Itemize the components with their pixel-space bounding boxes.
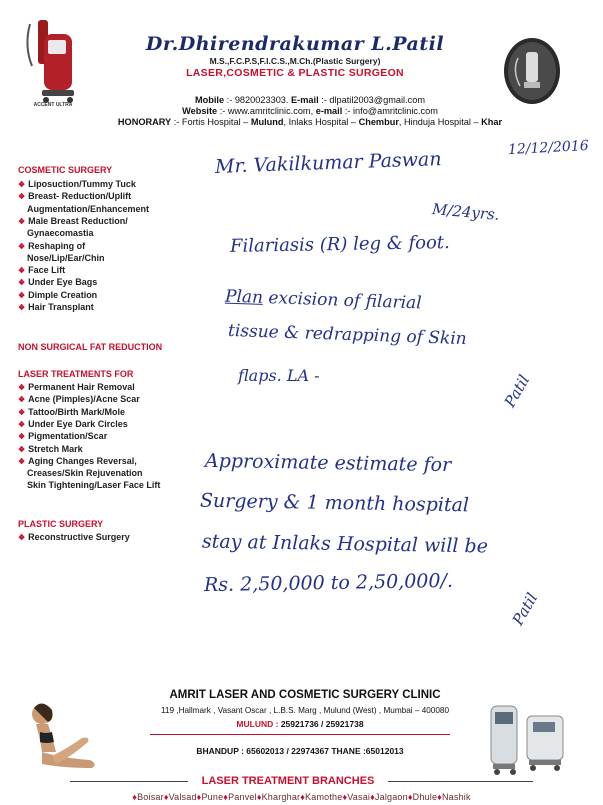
bullet-icon: ❖ (18, 180, 26, 189)
estimate-line-1: Approximate estimate for (204, 449, 452, 477)
bullet-icon: ❖ (18, 444, 26, 454)
estimate-line-3: stay at Inlaks Hospital will be (201, 530, 489, 558)
sidebar-list-item-label: Gynaecomastia (27, 228, 94, 239)
branches-rule-left (70, 781, 188, 782)
diagnosis: Filariasis (R) leg & foot. (229, 232, 450, 257)
bullet-icon: ❖ (18, 419, 26, 429)
email-label: E-mail (291, 95, 319, 105)
bullet-icon: ❖ (18, 278, 26, 288)
sidebar-list-item (18, 203, 149, 215)
sidebar-list-item (18, 301, 94, 314)
sidebar-list-item-label: Male Breast Reduction/ (28, 215, 128, 226)
website-value: :- www.amritclinic.com, (219, 106, 314, 116)
mulund-phone-numbers: 25921736 / 25921738 (280, 719, 364, 729)
sidebar-list-item-label: Under Eye Dark Circles (28, 418, 128, 429)
sidebar-list-item (18, 418, 128, 431)
bullet-icon: ❖ (18, 432, 26, 442)
honorary-text-2: , Inlaks Hospital – (283, 117, 357, 127)
mulund-phones (150, 719, 450, 729)
diamond-icon: ♦ (163, 792, 169, 802)
sidebar-list-item (18, 479, 160, 491)
contact-line-mobile (60, 95, 560, 105)
branch-name: Pune (201, 792, 224, 802)
honorary-mulund: Mulund (250, 117, 284, 127)
doctor-name: Dr.Dhirendrakumar L.Patil (145, 33, 445, 55)
bullet-icon: ❖ (18, 456, 26, 466)
contact-line-website (60, 106, 560, 116)
patient-name: Mr. Vakilkumar Paswan (214, 148, 442, 178)
sidebar-list-item (18, 240, 85, 253)
logo-caption: ACCENT ULTRA (33, 102, 73, 108)
sidebar-list-item-label: Creases/Skin Rejuvenation (27, 468, 143, 479)
bullet-icon: ❖ (18, 266, 26, 276)
mulund-label: MULUND : (236, 719, 279, 729)
bullet-icon: ❖ (18, 383, 26, 392)
signature-1: Patil (500, 371, 534, 411)
sidebar-list-item (18, 190, 131, 203)
sidebar-list-item-label: Augmentation/Enhancement (27, 203, 150, 214)
honorary-text-3: , Hinduja Hospital – (398, 117, 479, 127)
diamond-icon: ♦ (223, 792, 229, 802)
bullet-icon: ❖ (18, 216, 26, 226)
sidebar-list-item (18, 276, 97, 289)
footer-divider (150, 734, 450, 735)
sidebar-list-item (18, 252, 105, 264)
branches-list (0, 792, 603, 802)
branch-name: Dhule (412, 792, 438, 802)
branch-name: Boisar (137, 792, 164, 802)
plastic-surgery-heading: PLASTIC SURGERY (18, 519, 104, 529)
sidebar-list-item-label: Pigmentation/Scar (28, 431, 108, 442)
sidebar-list-item-label: Aging Changes Reversal, (28, 455, 137, 466)
model-photo (12, 698, 107, 790)
sidebar-list-item-label: Reshaping of (28, 240, 86, 251)
honorary-chembur: Chembur (358, 117, 399, 127)
sidebar-list-item (18, 227, 94, 239)
estimate-line-4: Rs. 2,50,000 to 2,50,000/. (203, 569, 454, 597)
contact-line-honorary (60, 117, 560, 127)
cosmetic-surgery-heading: COSMETIC SURGERY (18, 165, 113, 175)
sidebar-list-item-label: Stretch Mark (28, 443, 83, 454)
clinic-name: AMRIT LASER AND COSMETIC SURGERY CLINIC (169, 689, 441, 701)
branch-name: Valsad (168, 792, 197, 802)
bullet-icon: ❖ (18, 407, 26, 417)
sidebar-list-item-label: Dimple Creation (28, 289, 98, 300)
diamond-icon: ♦ (256, 792, 262, 802)
honorary-label: HONORARY (117, 117, 172, 127)
sidebar-list-item (18, 289, 97, 302)
diamond-icon: ♦ (342, 792, 348, 802)
honorary-khar: Khar (481, 117, 503, 127)
bullet-icon: ❖ (18, 192, 26, 202)
sidebar-list-item (18, 443, 83, 456)
sidebar-list-item-label: Under Eye Bags (28, 277, 98, 288)
sidebar-list-item-label: Nose/Lip/Ear/Chin (27, 252, 105, 263)
branch-name: Kharghar (261, 792, 301, 802)
bullet-icon: ❖ (18, 303, 26, 312)
email-value: :- dlpatil2003@gmail.com (321, 95, 425, 105)
branch-name: Nashik (441, 792, 471, 802)
website-label: Website (182, 106, 218, 116)
sidebar-list-item-label: Breast- Reduction/Uplift (28, 191, 132, 202)
branch-name: Vasai (347, 792, 371, 802)
branch-name: Kamothe (305, 792, 343, 802)
sidebar-list-item-label: Permanent Hair Removal (28, 382, 135, 392)
sidebar-list-item (18, 430, 107, 443)
bullet-icon: ❖ (18, 290, 26, 300)
sidebar-list-item (18, 381, 135, 394)
email2-value: :- info@amritclinic.com (344, 106, 438, 116)
sidebar-list-item-label: Liposuction/Tummy Tuck (28, 179, 136, 189)
sidebar-list-item-label: Tattoo/Birth Mark/Mole (28, 406, 126, 417)
diamond-icon: ♦ (132, 792, 138, 802)
diamond-icon: ♦ (437, 792, 442, 802)
sidebar-list-item (18, 264, 65, 277)
plan-line-1-text: excision of filarial (268, 288, 423, 314)
plan-line-3: flaps. LA - (238, 366, 320, 385)
branch-name: Panvel (228, 792, 257, 802)
sidebar-list-item-label: Face Lift (28, 265, 66, 276)
sidebar-list-item (18, 178, 136, 191)
sidebar-list-item (18, 467, 143, 479)
sidebar-list-item (18, 531, 130, 544)
patient-age-sex: M/24yrs. (431, 200, 501, 224)
branches-heading: LASER TREATMENT BRANCHES (201, 775, 375, 787)
sidebar-list-item-label: Reconstructive Surgery (28, 532, 130, 542)
estimate-line-2: Surgery & 1 month hospital (199, 489, 470, 517)
bullet-icon: ❖ (18, 241, 26, 251)
note-date: 12/12/2016 (507, 137, 590, 159)
signature-2: Patil (508, 589, 542, 629)
branches-rule-right (388, 781, 533, 782)
honorary-text-1: :- Fortis Hospital – (173, 117, 249, 127)
sidebar-list-item-label: Acne (Pimples)/Acne Scar (28, 394, 140, 405)
plan-line-1 (225, 287, 422, 314)
sidebar-list-item-label: Skin Tightening/Laser Face Lift (27, 480, 161, 491)
doctor-title: LASER,COSMETIC & PLASTIC SURGEON (186, 67, 404, 79)
fat-reduction-heading: NON SURGICAL FAT REDUCTION (18, 342, 163, 352)
doctor-qualifications: M.S.,F.C.P.S,F.I.C.S.,M.Ch.(Plastic Surgery) (209, 56, 381, 66)
sidebar-list-item (18, 406, 125, 419)
sidebar-list-item-label: Hair Transplant (28, 302, 94, 312)
clinic-address: 119 ,Hallmark , Vasant Oscar , L.B.S. Marg , Mulund (West) , Mumbai – 400080 (160, 706, 450, 715)
mobile-number: :- 9820023303. (226, 95, 289, 105)
diamond-icon: ♦ (196, 792, 202, 802)
mobile-label: Mobile (195, 95, 225, 105)
diamond-icon: ♦ (370, 792, 375, 802)
laser-treatments-heading: LASER TREATMENTS FOR (18, 369, 134, 379)
branch-phones: BHANDUP : 65602013 / 22974367 THANE :65012013 (196, 746, 404, 756)
email2-label: e-mail (315, 106, 343, 116)
bullet-icon: ❖ (18, 533, 26, 542)
sidebar-list-item (18, 455, 137, 468)
sidebar-list-item (18, 393, 140, 406)
plan-label: Plan (224, 286, 264, 308)
plan-line-2: tissue & redrapping of Skin (227, 320, 467, 350)
sidebar-list-item (18, 215, 128, 228)
diamond-icon: ♦ (300, 792, 306, 802)
bullet-icon: ❖ (18, 395, 26, 405)
branch-name: Jalgaon (374, 792, 408, 802)
diamond-icon: ♦ (407, 792, 413, 802)
